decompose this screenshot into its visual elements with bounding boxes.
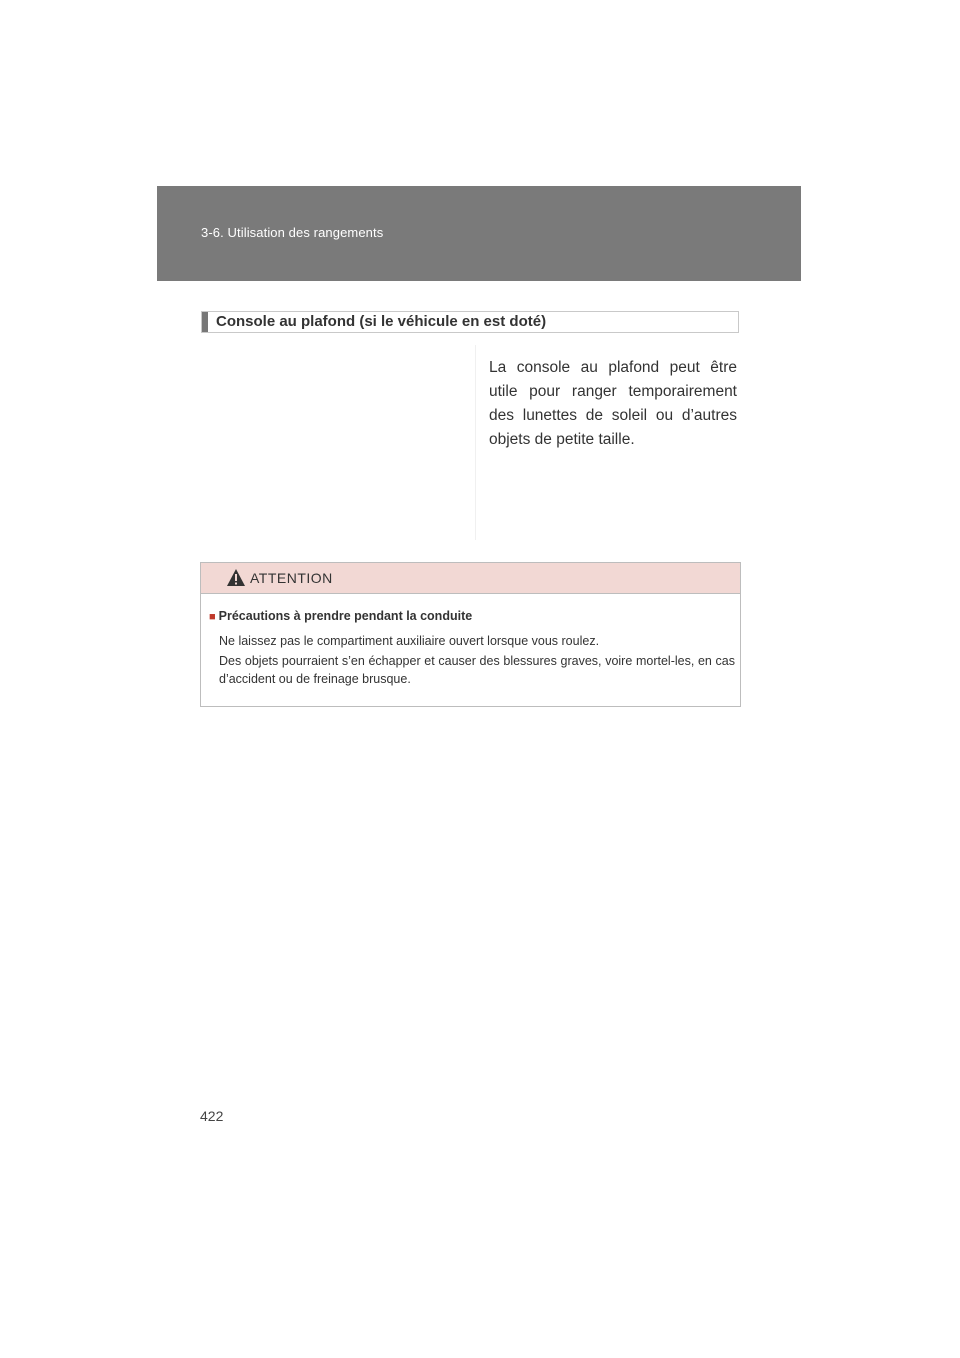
bullet-heading <box>209 609 472 623</box>
chapter-title: 3-6. Utilisation des rangements <box>201 225 384 240</box>
section-heading <box>201 311 739 333</box>
attention-line-1: Ne laissez pas le compartiment auxiliaire ouvert lorsque vous roulez. <box>219 634 600 648</box>
attention-paragraph: Des objets pourraient s’en échapper et causer des blessures graves, voire mortel-les, en cas d’accident ou de freinage brusque. <box>219 654 735 686</box>
attention-box <box>200 562 741 707</box>
attention-title: ATTENTION <box>250 570 333 586</box>
header-band <box>157 186 801 281</box>
section-heading-bar <box>202 312 208 332</box>
section-heading-text: Console au plafond (si le véhicule en est doté) <box>216 313 547 330</box>
warning-icon <box>226 568 246 587</box>
body-paragraph: La console au plafond peut être utile pour ranger temporairement des lunettes de soleil ou d’autres objets de petite taille. <box>489 359 737 448</box>
bullet-square-icon: ■ <box>209 611 216 623</box>
bullet-heading-text: Précautions à prendre pendant la conduite <box>218 609 473 623</box>
attention-header <box>201 563 740 594</box>
page-number: 422 <box>200 1108 224 1124</box>
illustration-area <box>201 345 476 540</box>
